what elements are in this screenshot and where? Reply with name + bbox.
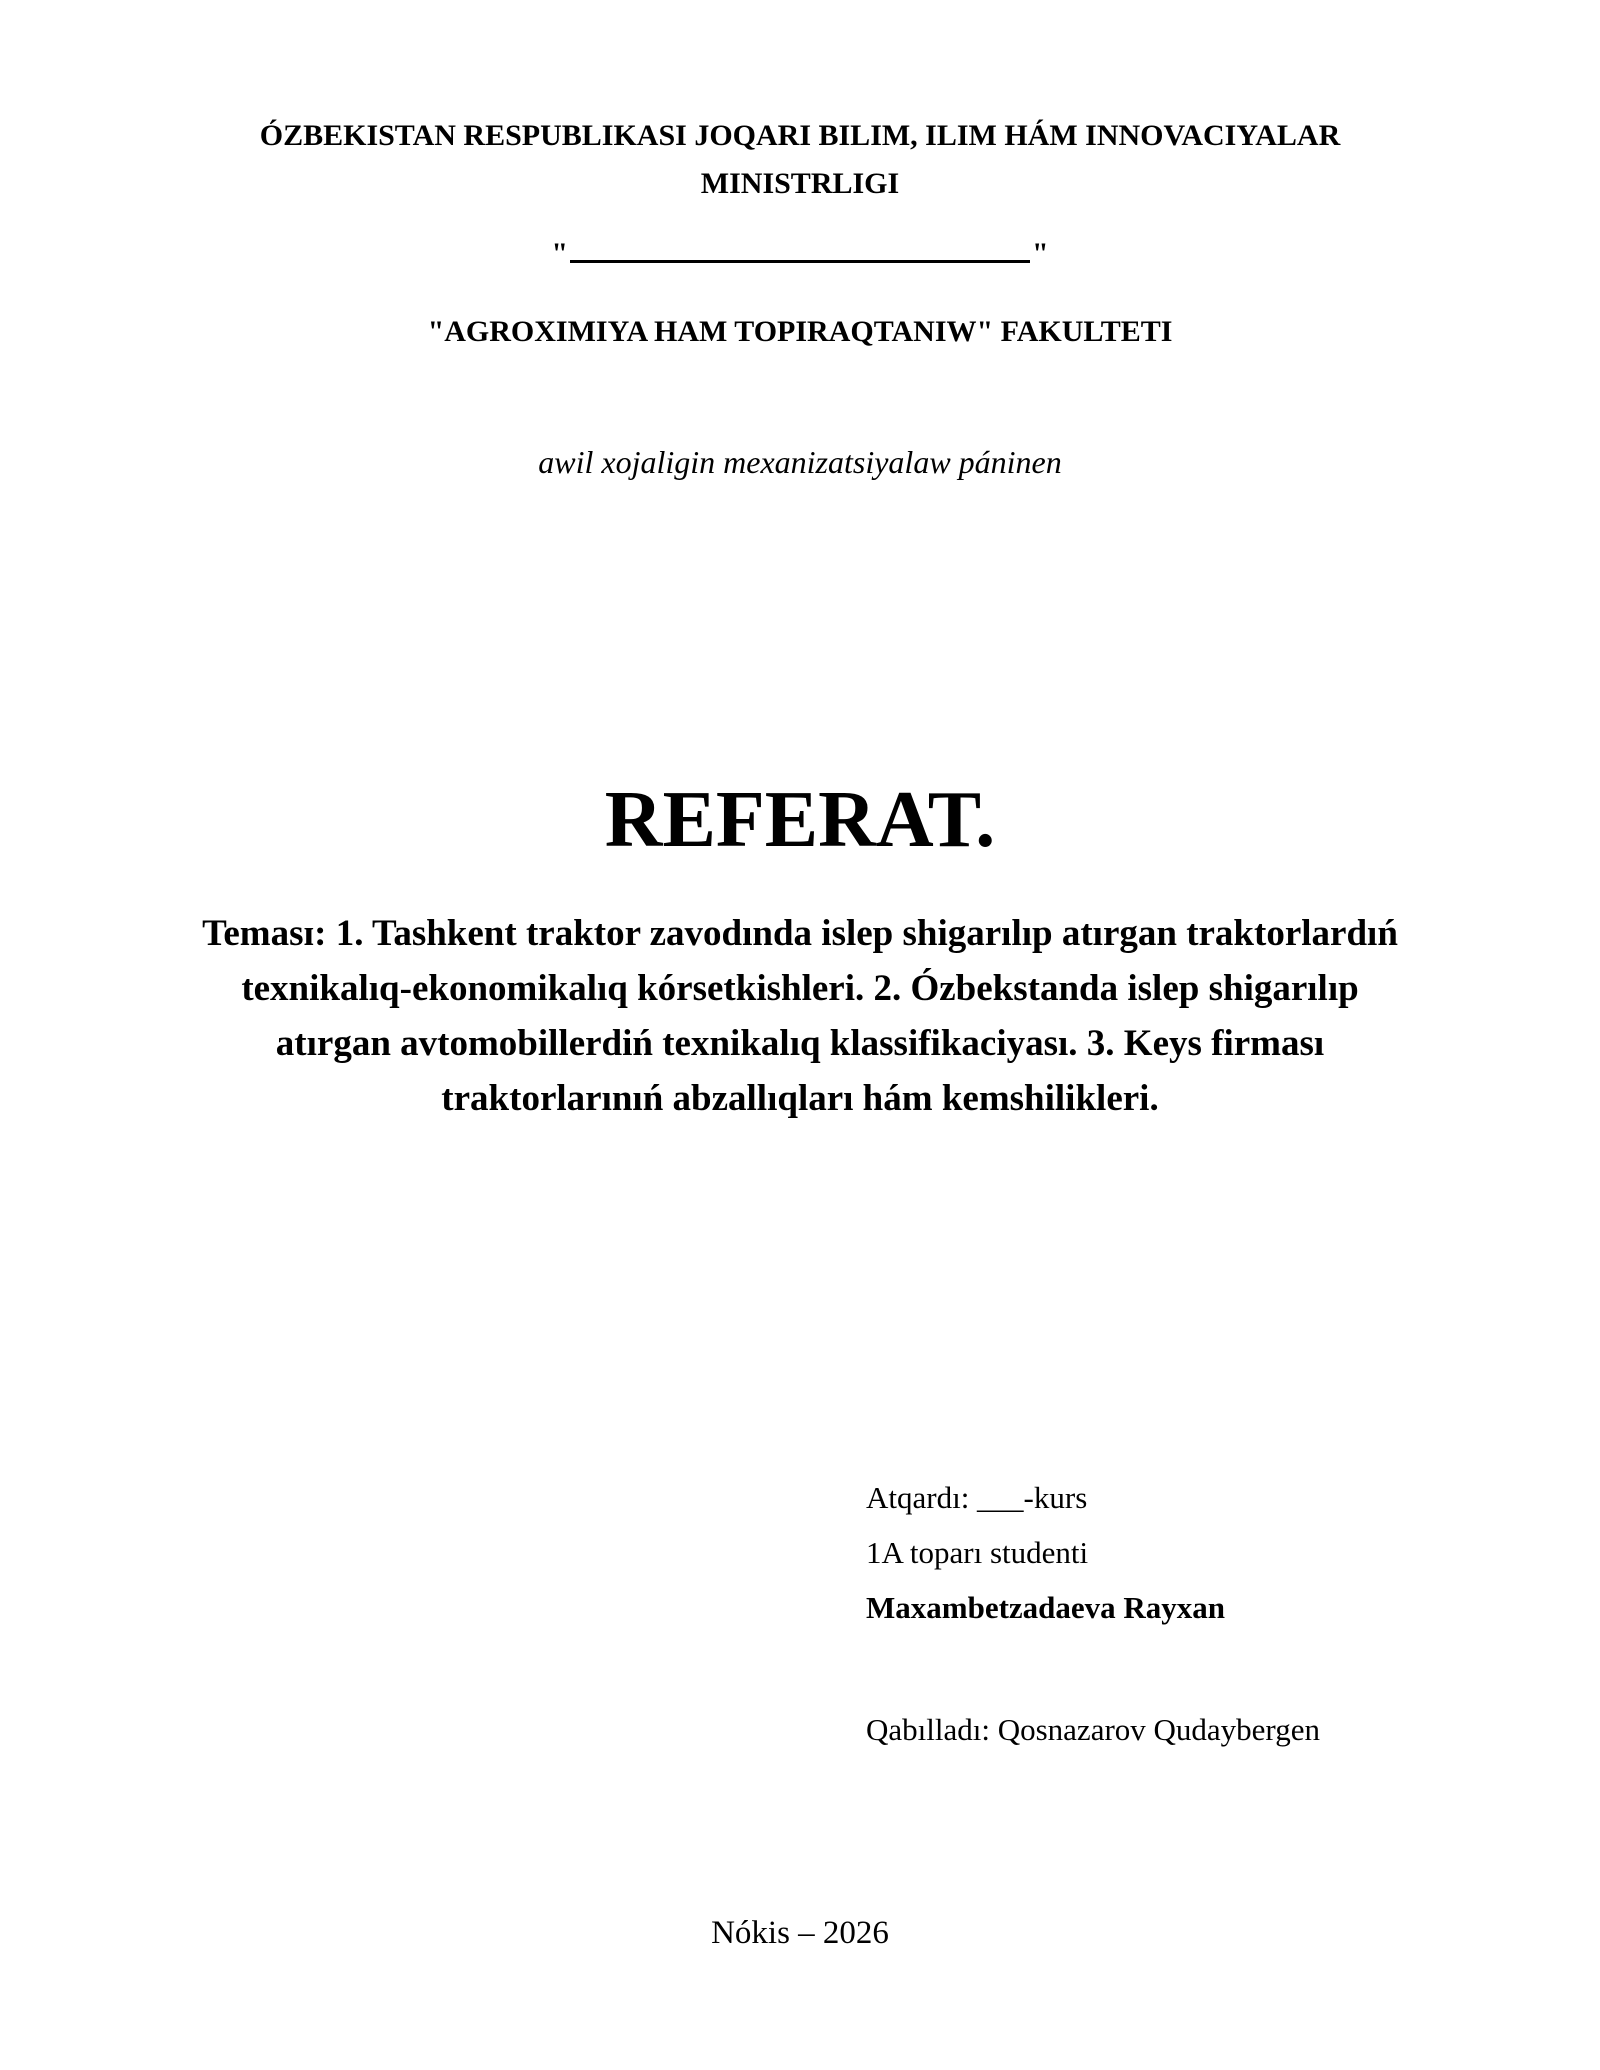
ministry-line-2: MINISTRLIGI [700, 167, 900, 200]
topic-block [0, 906, 1600, 1126]
university-blank [0, 232, 1600, 276]
topic-line-1: Temasɪ: 1. Tashkent traktor zavodında islep shigarılıp atırgan traktorlardıń [202, 913, 1398, 954]
author-group: 1A toparı studenti [866, 1535, 1089, 1570]
author-name: Maxambetzadaeva Rayxan [866, 1590, 1226, 1625]
ministry-heading [0, 112, 1600, 208]
topic-line-3: atırgan avtomobillerdiń texnikalıq klassifikaciyası. 3. Keys firması [275, 1023, 1325, 1064]
close-quote: " [1032, 237, 1049, 270]
subject-line: awil xojaligin mexanizatsiyalaw páninen [538, 444, 1062, 480]
blank-underline [570, 232, 1030, 263]
open-quote: " [551, 237, 568, 270]
ministry-line-1: ÓZBEKISTAN RESPUBLIKASI JOQARI BILIM, ILIM HÁM INNOVACIYALAR [259, 119, 1341, 152]
topic-line-2: texnikalıq-ekonomikalıq kórsetkishleri. 2. Ózbekstanda islep shigarılıp [241, 968, 1359, 1009]
supervisor: Qabılladı: Qosnazarov Qudaybergen [866, 1712, 1320, 1747]
document-title: REFERAT. [604, 776, 996, 864]
faculty-heading: "AGROXIMIYA HAM TOPIRAQTANIW" FAKULTETI [427, 315, 1173, 348]
topic-line-4: traktorlarınıń abzallıqları hám kemshilikleri. [441, 1078, 1159, 1119]
author-course: Atqardı: ___-kurs [866, 1480, 1088, 1515]
city-year: Nókis – 2026 [711, 1915, 889, 1951]
